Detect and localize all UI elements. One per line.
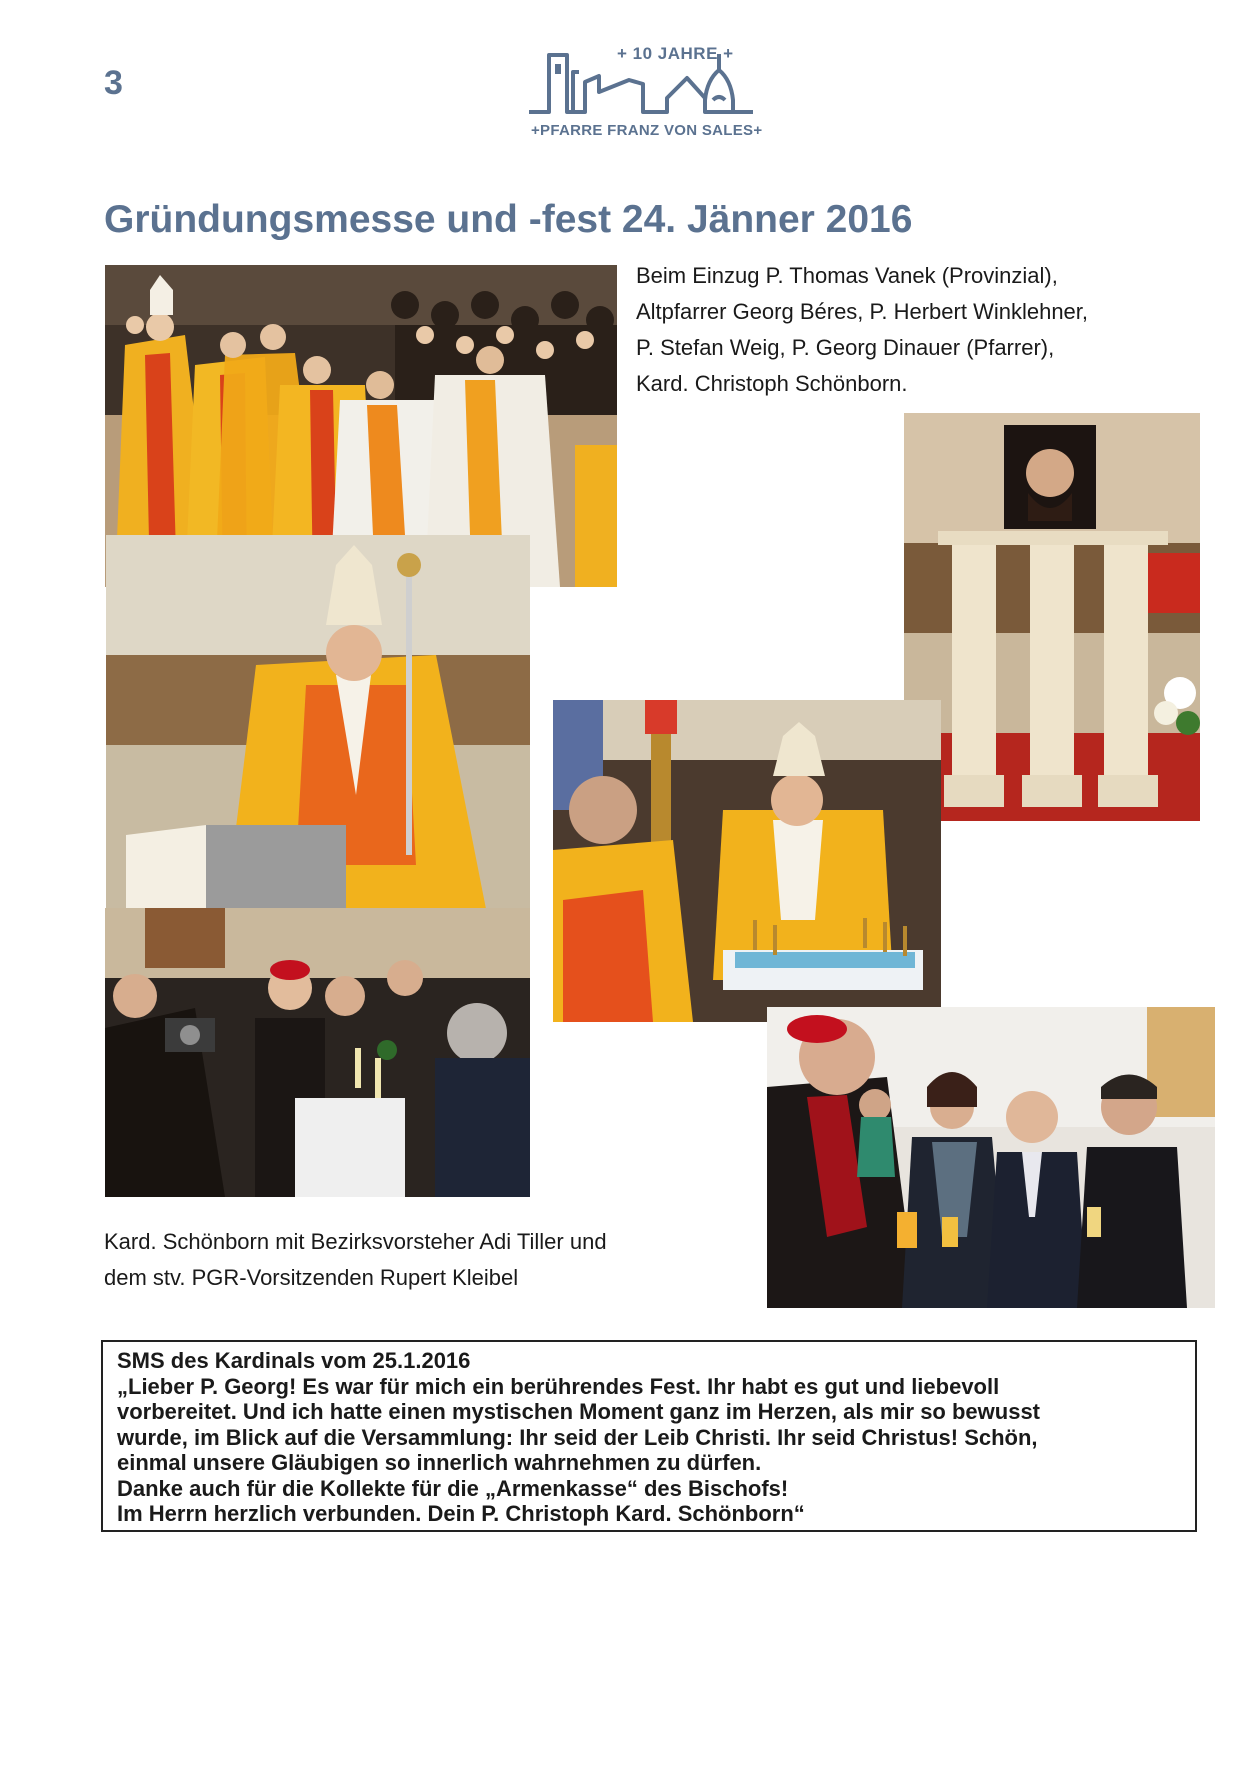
sms-line: vorbereitet. Und ich hatte einen mystischen Moment ganz im Herzen, als mir so bewusst	[117, 1399, 1041, 1424]
caption-line: dem stv. PGR-Vorsitzenden Rupert Kleibel	[104, 1265, 519, 1290]
parish-logo	[527, 40, 763, 150]
caption-line: Kard. Christoph Schönborn.	[636, 371, 908, 396]
reception-caption	[104, 1224, 607, 1296]
cardinal-guests-photo	[767, 1007, 1215, 1308]
sms-line: einmal unsere Gläubigen so innerlich wahrnehmen zu dürfen.	[117, 1450, 762, 1475]
procession-caption	[636, 258, 1088, 402]
logo-top-text: + 10 JAHRE +	[617, 44, 734, 63]
page-title: Gründungsmesse und -fest 24. Jänner 2016	[104, 198, 913, 241]
sms-heading: SMS des Kardinals vom 25.1.2016	[117, 1348, 471, 1373]
pillars-portrait-photo	[904, 413, 1200, 821]
caption-line: P. Stefan Weig, P. Georg Dinauer (Pfarrer),	[636, 335, 1055, 360]
sms-line: „Lieber P. Georg! Es war für mich ein berührendes Fest. Ihr habt es gut und liebevoll	[117, 1373, 1000, 1399]
cardinal-sms-box	[101, 1340, 1197, 1532]
caption-line: Beim Einzug P. Thomas Vanek (Provinzial),	[636, 263, 1058, 288]
caption-line: Kard. Schönborn mit Bezirksvorsteher Adi Tiller und	[104, 1229, 607, 1254]
caption-line: Altpfarrer Georg Béres, P. Herbert Winklehner,	[636, 299, 1089, 324]
cardinal-ambo-photo	[106, 535, 530, 909]
sms-line: Im Herrn herzlich verbunden. Dein P. Christoph Kard. Schönborn“	[117, 1501, 805, 1526]
sms-line: wurde, im Blick auf die Versammlung: Ihr seid der Leib Christi. Ihr seid Christus! Schön,	[117, 1424, 1038, 1450]
page-number: 3	[104, 64, 123, 102]
reception-photographer-photo	[105, 908, 530, 1197]
sms-line: Danke auch für die Kollekte für die „Armenkasse“ des Bischofs!	[117, 1475, 789, 1501]
cake-cutting-photo	[553, 700, 941, 1022]
logo-bottom-text: +PFARRE FRANZ VON SALES+	[531, 122, 763, 139]
